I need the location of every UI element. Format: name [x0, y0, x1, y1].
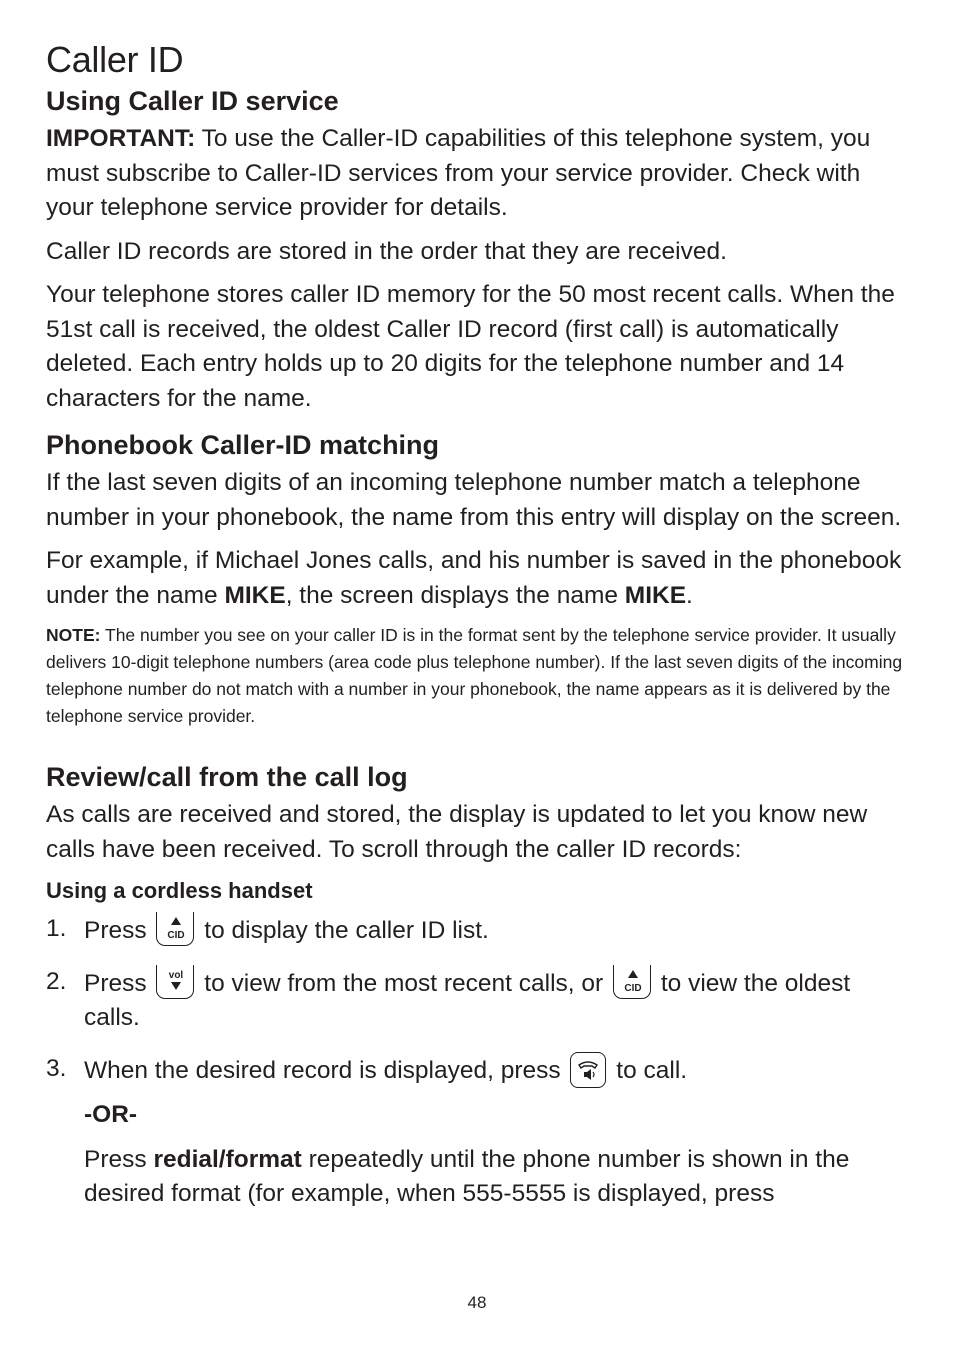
vol-key-label: vol [169, 969, 184, 981]
cid-up-key-icon [156, 912, 194, 946]
note-paragraph [46, 622, 906, 730]
or-separator: -OR- [84, 1101, 138, 1128]
important-label: IMPORTANT: [46, 125, 196, 152]
step-text: to view from the most recent calls, or [204, 969, 604, 997]
example-paragraph [46, 544, 906, 613]
cid-key-label: CID [167, 930, 186, 941]
example-text-3: . [686, 581, 693, 609]
redial-text-2: repeatedly until the phone number is shown in the desired format (for example, when 555-5555 is displayed, press [84, 1145, 850, 1207]
redial-format-paragraph [46, 1143, 906, 1212]
redial-format-key-label: redial/format [153, 1145, 302, 1173]
step-number: 1. [46, 915, 67, 942]
steps-list [46, 912, 906, 1088]
cid-key-label: CID [624, 982, 642, 994]
important-text: To use the Caller-ID capabilities of this telephone system, you must subscribe to Caller-ID services from your service provider. Check with your telephone service provider for details. [46, 125, 871, 221]
section-heading-review-call-log: Review/call from the call log [46, 762, 408, 792]
call-log-paragraph: As calls are received and stored, the display is updated to let you know new calls have been received. To scroll through the caller ID records: [46, 801, 868, 863]
step-1 [46, 912, 906, 949]
step-number: 3. [46, 1054, 67, 1082]
step-number: 2. [46, 967, 67, 995]
step-text: to display the caller ID list. [204, 917, 489, 944]
talk-speaker-key-icon [570, 1052, 606, 1088]
important-paragraph [46, 122, 906, 226]
step-text: Press [84, 917, 147, 944]
note-label: NOTE: [46, 625, 101, 645]
page-number: 48 [467, 1293, 487, 1312]
section-heading-using-caller-id: Using Caller ID service [46, 86, 339, 116]
page-title: Caller ID [46, 39, 184, 80]
records-order-paragraph: Caller ID records are stored in the order that they are received. [46, 237, 727, 265]
step-text: Press [84, 969, 147, 997]
subheading-cordless-handset: Using a cordless handset [46, 878, 313, 903]
step-text: to view the oldest calls. [84, 969, 851, 1031]
example-name-2: MIKE [624, 581, 687, 609]
example-name-1: MIKE [224, 581, 286, 609]
cid-up-key-icon [613, 965, 651, 999]
example-text-2: , the screen displays the name [285, 581, 625, 609]
vol-down-key-icon [156, 965, 194, 999]
note-text: The number you see on your caller ID is in the format sent by the telephone service provider. It usually delivers 10-digit telephone numbers (area code plus telephone number). If the last seven digits of the incoming telephone number do not match with a number in your phonebook, the name appears as it is delivered by the telephone service provider. [46, 625, 903, 726]
example-text-1: For example, if Michael Jones calls, and his number is saved in the phonebook under the name [46, 547, 902, 609]
memory-paragraph: Your telephone stores caller ID memory for the 50 most recent calls. When the 51st call is received, the oldest Caller ID record (first call) is automatically deleted. Each entry holds up to 20 digits for the telephone number and 14 characters for the name. [46, 281, 895, 412]
manual-page [46, 38, 906, 1212]
step-text: to call. [616, 1056, 688, 1084]
redial-text-1: Press [84, 1145, 154, 1173]
step-text: When the desired record is displayed, press [84, 1056, 561, 1084]
matching-paragraph: If the last seven digits of an incoming telephone number match a telephone number in your phonebook, the name from this entry will display on the screen. [46, 469, 902, 531]
section-heading-phonebook-matching: Phonebook Caller-ID matching [46, 430, 440, 460]
step-2 [46, 965, 906, 1036]
step-3 [46, 1052, 906, 1089]
